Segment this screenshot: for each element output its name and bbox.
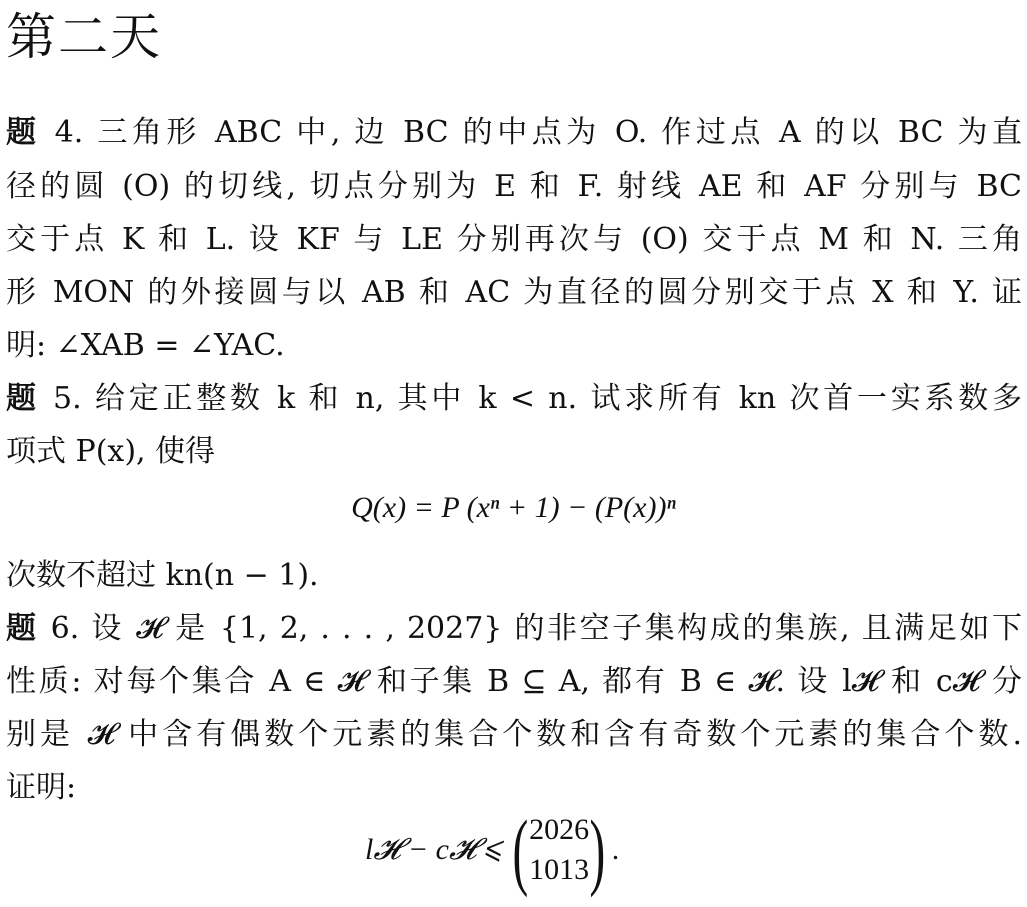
page-title: 第二天 <box>6 8 162 66</box>
problem-5-line-2: 项式 P(x), 使得 <box>6 434 216 469</box>
formula-period: . <box>611 833 620 866</box>
problem-4-line-4: 形 MON 的外接圆与以 AB 和 AC 为直径的圆分别交于点 X 和 Y. 证 <box>6 275 1022 310</box>
problem-6-number: 6. <box>50 611 80 646</box>
binomial-top: 2026 <box>529 813 590 846</box>
binomial-bottom: 1013 <box>529 853 590 886</box>
problem-4-line-5: 明: ∠XAB = ∠YAC. <box>6 328 285 363</box>
problem-6-line-2: 性质: 对每个集合 A ∈ 𝓗 和子集 B ⊆ A, 都有 B ∈ 𝓗. 设 l𝓗 和 c𝓗 分 <box>6 664 1022 699</box>
problem-6-line-4: 证明: <box>6 770 77 805</box>
problem-4-line-1 <box>6 113 1022 153</box>
problem-6-line-1 <box>6 609 1022 649</box>
problem-5-number: 5. <box>53 381 82 416</box>
problem-4-line-2: 径的圆 (O) 的切线, 切点分别为 E 和 F. 射线 AE 和 AF 分别与 BC <box>6 169 1022 204</box>
problem-4-text-1: 三角形 ABC 中, 边 BC 的中点为 O. 作过点 A 的以 BC 为直 <box>97 115 1023 150</box>
problem-5-line-1 <box>6 379 1022 419</box>
problem-6-formula-lhs: l𝓗 − c𝓗 ⩽ <box>365 833 501 866</box>
problem-4-label: 题 <box>6 115 41 150</box>
problem-5-text-1: 给定正整数 k 和 n, 其中 k < n. 试求所有 kn 次首一实系数多 <box>94 381 1022 416</box>
problem-4-line-3: 交于点 K 和 L. 设 KF 与 LE 分别再次与 (O) 交于点 M 和 N. 三角 <box>6 222 1022 257</box>
problem-5-display-formula: Q(x) = P (xⁿ + 1) − (P(x))ⁿ <box>351 491 676 524</box>
problem-6-label: 题 <box>6 611 39 646</box>
problem-5-line-after: 次数不超过 kn(n − 1). <box>6 558 319 593</box>
problem-6-line-3: 别是 𝓗 中含有偶数个元素的集合个数和含有奇数个元素的集合个数. <box>6 717 1022 752</box>
right-paren: ) <box>589 802 606 898</box>
binomial-coefficient <box>529 810 589 890</box>
problem-5-label: 题 <box>6 381 40 416</box>
problem-6-display-formula <box>365 800 619 900</box>
left-paren: ( <box>512 802 529 898</box>
problem-6-text-1: 设 𝓗 是 {1, 2, . . . , 2027} 的非空子集构成的集族, 且满足如下 <box>91 611 1022 646</box>
problem-4-number: 4. <box>54 115 84 150</box>
